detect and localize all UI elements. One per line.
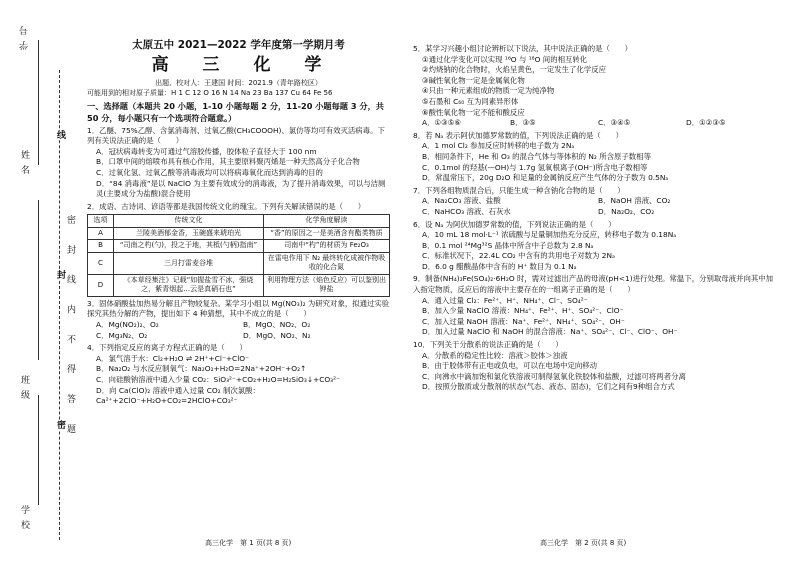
seal-notice: 密 封 线 内 不 得 答 题 [65,215,75,443]
name-label: 姓名 [19,150,29,180]
question-9 [413,274,774,338]
option-c: C．向沸水中滴加饱和氯化铁溶液可制得氢氧化铁胶体和盐酸，过滤可将两者分离 [422,371,686,381]
exam-subject: 高 三 化 学 [151,55,336,75]
statement: ②灼烧钠的化合物时，火焰呈黄色，一定发生了化学反应 [422,65,607,75]
table-row [88,240,390,253]
option-b: B．NaOH 溶液、CO₂ [598,196,671,206]
options-row [87,331,390,342]
option-a: A．冠状病毒转变为可通过气溶胶传播，胶体粒子直径大于 100 nm [96,146,317,156]
option-a: A．氯气溶于水：Cl₂+H₂O ⇌ 2H⁺+Cl⁻+ClO⁻ [96,353,249,363]
option-c: C．NaHCO₃ 溶液、石灰水 [422,206,511,216]
option-c: C．0.1mol 的羟基(—OH)与 1.7g 氢氧根离子(OH⁻)所含电子数相等 [422,162,648,172]
table-cell: “司南之杓(勺)，投之于地，其柢(勺柄)指南” [114,240,264,253]
number-fill-line [38,40,39,165]
seal-feng-mark: 封 [55,270,65,280]
cut-line [59,70,60,540]
option-c: C．③④⑤ [598,118,631,128]
school-label: 学校 [19,505,29,535]
option-b: B．③⑤ [510,118,536,128]
table-row [88,274,390,296]
statement: ①通过化学变化可以实现 ¹⁶O 与 ¹⁸O 间的相互转化 [422,54,588,64]
table-row [88,252,390,274]
name-fill-line [38,200,39,360]
seal-line-mark: 线 [55,130,65,140]
table-header: 选项 [88,215,114,228]
question-3 [87,299,390,341]
seal-mi-mark: 密 [55,420,65,430]
binding-margin [0,0,84,561]
question-10 [413,340,774,393]
statement: ⑥酸性氧化物一定不能和酸反应 [422,107,525,117]
page-1 [87,38,390,407]
option-d: D．Na₂O₂、CO₂ [598,206,655,216]
question-6 [413,220,774,273]
page-2 [413,42,774,393]
option-d: D．“84 消毒液”是以 NaClO 为主要有效成分的消毒液，为了提升消毒效果，可以与洁厕灵(主要成分为盐酸)混合使用 [96,178,386,199]
options-row [413,196,774,207]
option-c: C．Mg₃N₂、O₂ [96,330,148,340]
table-cell: C [88,252,114,274]
option-a: A．Mg(NO₂)₂、O₂ [96,320,159,330]
page-1-footer: 高三化学 第 1 页(共 8 页) [205,539,292,547]
option-b: B．0.1 mol ²⁴Mg³²S 晶体中所含中子总数为 2.8 Nₐ [422,240,594,250]
exam-author-time: 出题、校对人：王建国 时间：2021.9（青年路校区） [155,79,322,87]
option-c: C．向硅酸钠溶液中通入少量 CO₂：SiO₃²⁻+CO₂+H₂O=H₂SiO₃↓+CO₃²⁻ [96,375,341,384]
statement: ④只由一种元素组成的物质一定为纯净物 [422,86,555,96]
option-d: D．MgO、NO₂、N₂ [243,330,311,340]
question-stem: 3．固体硝酸盐加热易分解且产物较复杂。某学习小组以 Mg(NO₃)₂ 为研究对象，拟通过实验探究其热分解的产物，提出如下 4 种猜想，其中不成立的是（ ） [87,298,390,319]
question-stem: 7．下列各组物质混合后，只能生成一种含钠化合物的是（ ） [413,185,625,195]
question-7 [413,186,774,218]
option-a: A．10 mL 18 mol·L⁻¹ 浓硫酸与足量铜加热充分反应，转移电子数为 0.18Nₐ [422,230,677,240]
question-stem: 10．下列关于分散系的说法正确的是（ ） [413,340,563,350]
option-c: C．过氧化氢、过氧乙酸等消毒液均可以将病毒氧化而达到消毒的目的 [96,167,323,177]
option-a: A．通入过量 Cl₂：Fe²⁺、H⁺、NH₄⁺、Cl⁻、SO₄²⁻ [422,295,588,305]
option-b: B．口罩中间的熔喷布具有核心作用，其主要原料聚丙烯是一种天然高分子化合物 [96,157,360,167]
table-cell: 兰陵美酒郁金香，玉碗盛来琥珀光 [114,227,264,240]
page-2-footer: 高三化学 第 2 页(共 8 页) [540,539,627,547]
table-row [88,227,390,240]
option-a: A．1 mol Cl₂ 参加反应时转移的电子数为 2Nₐ [422,141,575,151]
question-5 [413,44,774,129]
question-2 [87,202,390,297]
statement: ③碱性氧化物一定是金属氧化物 [422,75,525,85]
table-cell: A [88,227,114,240]
atomic-masses: 可能用到的相对原子质量：H 1 C 12 O 16 N 14 Na 23 Ba 137 Cu 64 Fe 56 [87,89,333,97]
question-stem: 6．设 Nₐ 为阿伏加德罗常数的值，下列说法正确的是（ ） [413,219,616,229]
question-1 [87,126,390,200]
question-stem: 5．某学习兴趣小组讨论辨析以下说法，其中说法正确的是（ ） [413,44,633,53]
exam-title: 太原五中 2021—2022 学年度第一学期月考 [132,39,345,51]
question-8 [413,131,774,184]
section-heading: 一、选择题（本题共 20 小题，1-10 小题每题 2 分，11-20 小题每题 3 分，共 50 分，每小题只有一个选项符合题意。） [87,100,384,123]
table-cell: 《本草经集注》记载“如握盐雪不冰，强烧之，紫青烟起…云是真硝石也” [114,274,264,296]
culture-table [87,214,390,297]
option-a: A．Na₂CO₃ 溶液、盐酸 [422,196,501,206]
option-d: D．①②③⑤ [686,118,726,128]
option-b: B．相同条件下，He 和 O₃ 的混合气体与等体积的 N₂ 所含原子数相等 [422,151,651,161]
option-d: D．按照分散质或分散剂的状态(气态、液态、固态)，它们之间有9种组合方式 [422,382,675,392]
question-stem: 8．若 Nₐ 表示阿伏加德罗常数的值，下列说法正确的是（ ） [413,130,623,140]
option-c: C．加入过量 NaOH 溶液：Na⁺、Fe²⁺、NH₄⁺、SO₄²⁻、OH⁻ [422,316,625,326]
option-b: B．MgO、NO₂、O₂ [243,320,311,330]
options-row [413,118,774,129]
question-stem: 2．成语、古诗词、谚语等都是我国传统文化的瑰宝。下列有关解读错误的是（ ） [87,201,366,211]
question-stem: 9．制备(NH₄)₂Fe(SO₄)₂·6H₂O 时，需对过滤出产品的母液(pH<1)进行处理。常温下，分别取母液并向其中加入指定物质，反应后的溶液中主要存在的一组离子正确的是（ ） [413,274,774,295]
number-label: 学号 [20,20,30,50]
table-cell: 利用物理方法（焰色反应）可以鉴别出钾盐 [264,274,390,296]
table-header: 传统文化 [114,215,264,228]
table-header-row [88,215,390,228]
question-4 [87,343,390,407]
table-cell: 司南中“杓”的材质为 Fe₂O₃ [264,240,390,253]
option-a: A．分散系的稳定性比较：溶液＞胶体＞浊液 [422,350,568,360]
option-b: B．Na₂O₂ 与水反应制氧气：Na₂O₂+H₂O=2Na⁺+2OH⁻+O₂↑ [96,364,307,374]
option-d: D．向 Ca(ClO)₂ 溶液中通入过量 CO₂ 制次氯酸：Ca²⁺+2ClO⁻+H₂O+CO₂=2HClO+CO₃²⁻ [96,385,260,406]
option-d: D．常温常压下，20g D₂O 和足量的金属钠反应产生气体的分子数为 0.5Nₐ [422,173,669,183]
question-stem: 4．下列指定反应的离子方程式正确的是（ ） [87,343,247,353]
option-c: C．标准状况下，22.4L CO₂ 中含有的共用电子对数为 2Nₐ [422,251,615,261]
options-row [413,207,774,218]
table-cell: B [88,240,114,253]
table-header: 化学角度解读 [264,215,390,228]
option-b: B．由于胶体带有正电或负电，可以在电场中定向移动 [422,361,598,371]
option-d: D．6.0 g 醋酸晶体中含有的 H⁺ 数目为 0.1 Nₐ [422,261,577,271]
question-stem: 1．乙醚、75%乙醇、含氯消毒剂、过氧乙酸(CH₃COOOH)、氯仿等均可有效灭活病毒。下列有关说法正确的是（ ） [87,125,385,146]
table-cell: D [88,274,114,296]
table-cell: 在雷电作用下 N₂ 最终转化成被作物吸收的化合氮 [264,252,390,274]
table-cell: “香”的原因之一是美酒含有酯类物质 [264,227,390,240]
option-a: A．①③⑤⑥ [422,118,461,128]
class-label: 班级 [19,375,29,405]
option-b: B．加入少量 NaClO 溶液：NH₄⁺、Fe²⁺、H⁺、SO₄²⁻、ClO⁻ [422,306,624,316]
statement: ⑤石墨和 C₆₀ 互为同素异形体 [422,96,519,106]
options-row [87,320,390,331]
option-d: D．加入过量 NaClO 和 NaOH 的混合溶液：Na⁺、SO₄²⁻、Cl⁻、ClO⁻、OH⁻ [422,327,678,337]
table-cell: 三月打雷麦谷堆 [114,252,264,274]
class-fill-line [38,395,39,505]
